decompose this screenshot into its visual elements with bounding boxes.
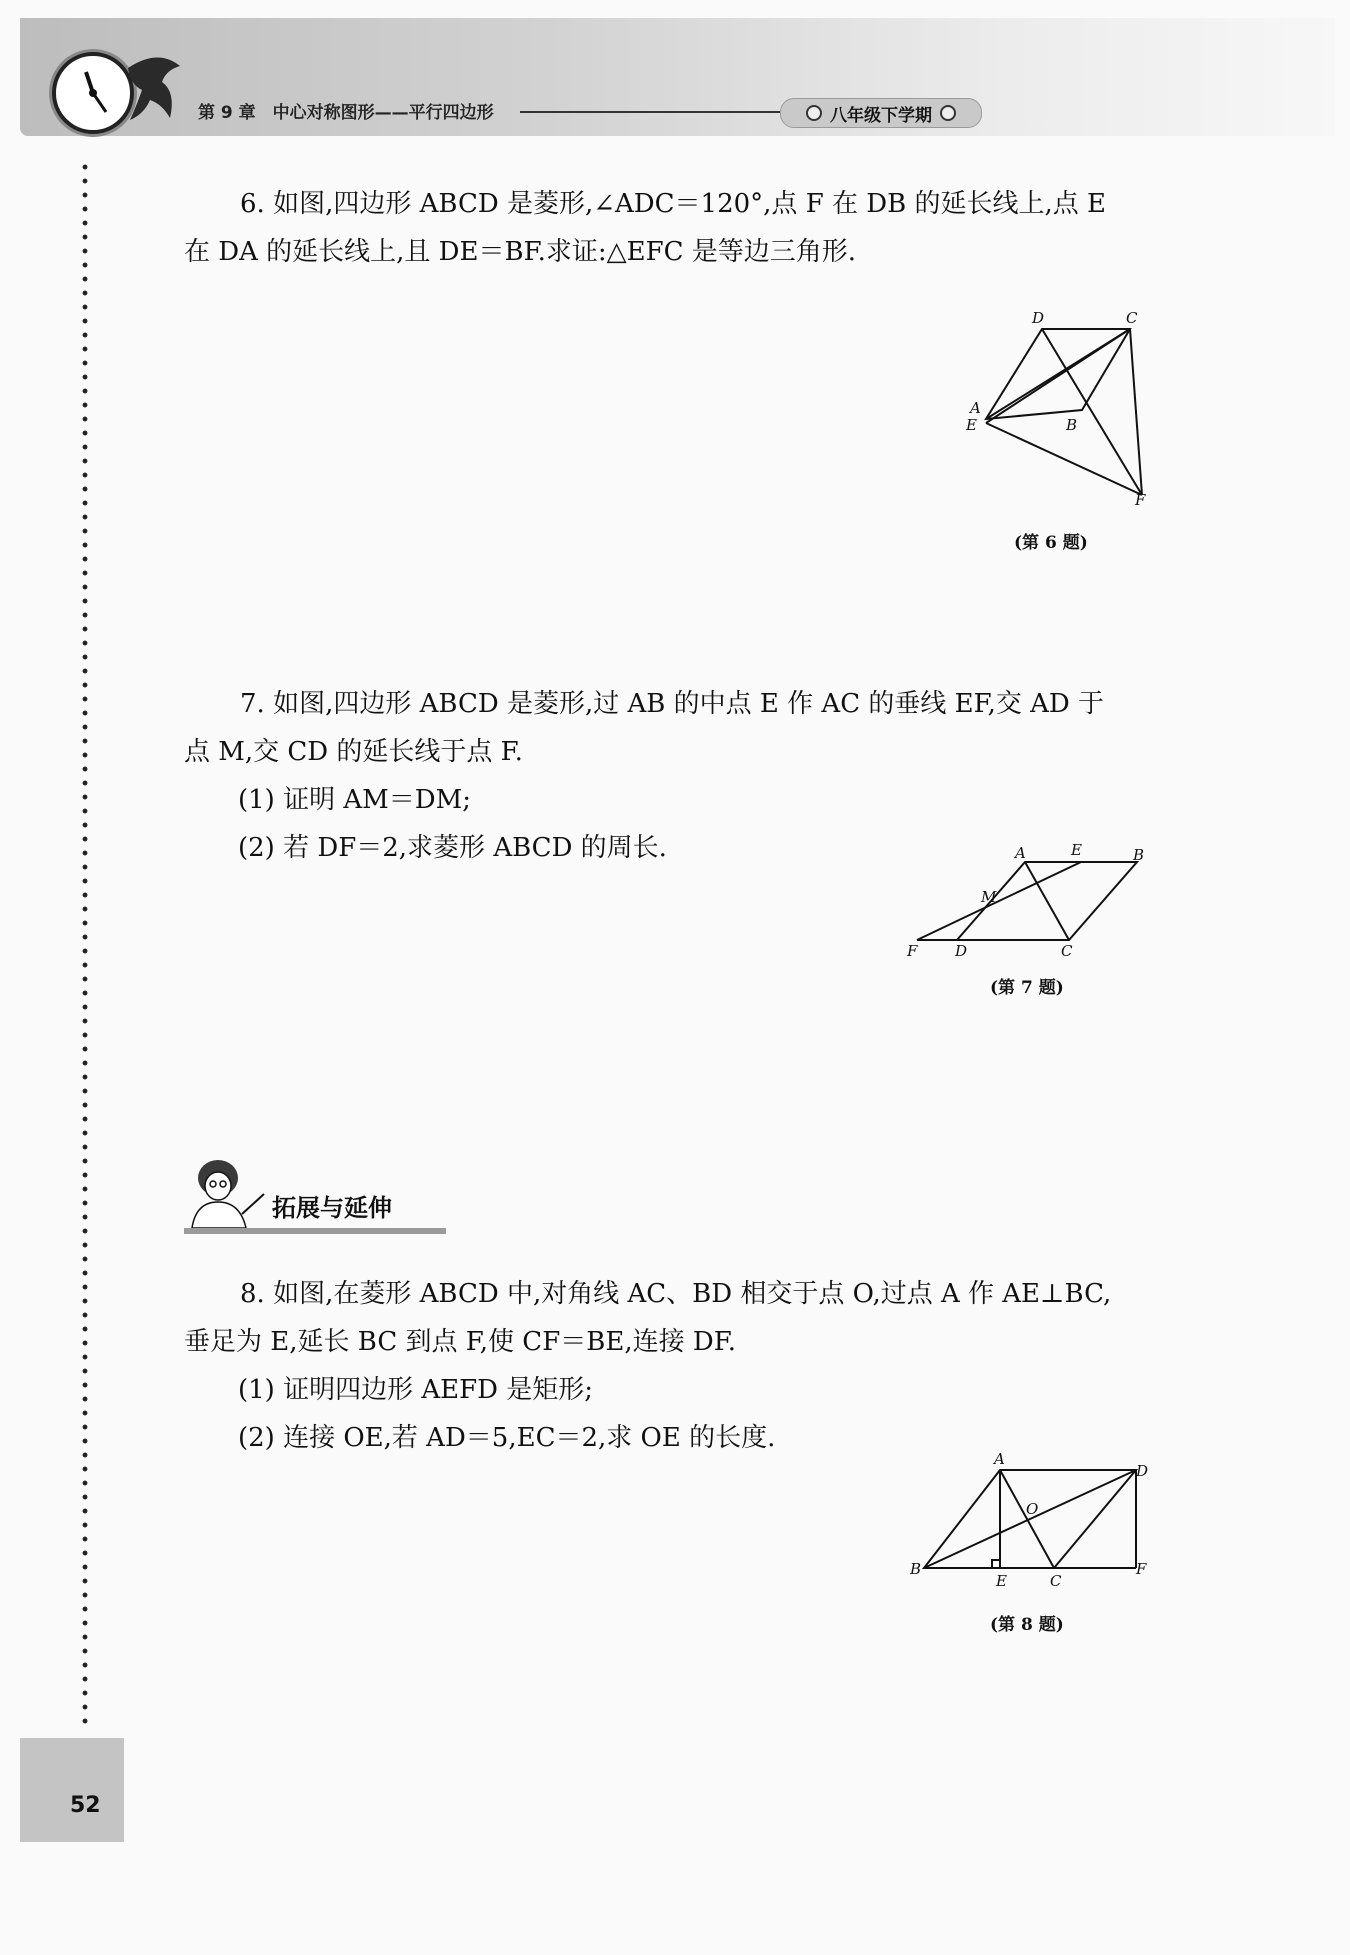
q7-line-EF	[917, 862, 1081, 940]
q8-label-F: F	[1136, 1560, 1147, 1578]
q8-label-B: B	[910, 1560, 922, 1578]
q7-part2: (2) 若 DF＝2,求菱形 ABCD 的周长.	[238, 833, 667, 863]
q7-caption: (第 7 题)	[990, 978, 1064, 998]
q7-line2: 点 M,交 CD 的延长线于点 F.	[184, 737, 523, 767]
q7-label-D: D	[955, 942, 968, 960]
q7-figure	[905, 840, 1155, 960]
q8-label-O: O	[1026, 1500, 1039, 1518]
q7-part1: (1) 证明 AM＝DM;	[238, 785, 471, 815]
grade-badge	[780, 98, 982, 128]
teacher-icon	[192, 1160, 264, 1228]
q6-line2: 在 DA 的延长线上,且 DE＝BF.求证:△EFC 是等边三角形.	[184, 237, 857, 267]
page-number: 52	[70, 1793, 101, 1818]
q8-label-E: E	[996, 1572, 1007, 1590]
q6-label-C: C	[1126, 309, 1138, 327]
q8-part2: (2) 连接 OE,若 AD＝5,EC＝2,求 OE 的长度.	[238, 1423, 776, 1453]
q6-label-A: A	[970, 399, 981, 417]
q8-label-A: A	[994, 1450, 1005, 1468]
q8-line2: 垂足为 E,延长 BC 到点 F,使 CF＝BE,连接 DF.	[184, 1327, 736, 1357]
runner-icon	[118, 48, 188, 128]
q8-diagonal-AC	[1000, 1470, 1054, 1568]
q6-figure	[960, 305, 1160, 515]
q6-line1: 6. 如图,四边形 ABCD 是菱形,∠ADC＝120°,点 F 在 DB 的延长线上,点 E	[240, 189, 1106, 219]
q8-caption: (第 8 题)	[990, 1615, 1064, 1635]
q7-label-C: C	[1061, 942, 1073, 960]
section-underline	[184, 1228, 446, 1234]
q6-line-CE	[986, 329, 1130, 423]
grade-label: 八年级下学期	[830, 105, 932, 126]
q6-label-F: F	[1135, 491, 1146, 509]
q6-label-E: E	[966, 416, 977, 434]
q7-diagonal-AC	[1025, 862, 1069, 940]
q8-label-C: C	[1050, 1572, 1062, 1590]
q7-label-A: A	[1015, 844, 1026, 862]
q6-label-D: D	[1032, 309, 1045, 327]
q8-diagonal-BD	[924, 1470, 1136, 1568]
q7-label-B: B	[1133, 846, 1145, 864]
q7-label-M: M	[981, 888, 997, 906]
pill-dot-right	[940, 105, 956, 121]
q6-line-CF	[1130, 329, 1142, 495]
q7-label-F: F	[907, 942, 918, 960]
q7-label-E: E	[1071, 841, 1082, 859]
page-number-box	[20, 1738, 124, 1842]
q8-figure	[910, 1450, 1160, 1590]
q8-right-angle-mark	[992, 1560, 1000, 1568]
chapter-title: 第 9 章 中心对称图形——平行四边形	[198, 103, 494, 123]
pill-dot-left	[806, 105, 822, 121]
q6-label-B: B	[1066, 416, 1078, 434]
header-rule	[520, 111, 780, 113]
q6-line-EF	[986, 423, 1142, 495]
section-title: 拓展与延伸	[272, 1194, 392, 1222]
q8-line1: 8. 如图,在菱形 ABCD 中,对角线 AC、BD 相交于点 O,过点 A 作 AE⊥BC,	[240, 1279, 1112, 1309]
q6-caption: (第 6 题)	[1014, 533, 1088, 553]
q7-line1: 7. 如图,四边形 ABCD 是菱形,过 AB 的中点 E 作 AC 的垂线 EF,交 AD 于	[240, 689, 1105, 719]
q8-part1: (1) 证明四边形 AEFD 是矩形;	[238, 1375, 594, 1405]
q8-label-D: D	[1136, 1462, 1149, 1480]
margin-dotted-line	[82, 160, 88, 1730]
